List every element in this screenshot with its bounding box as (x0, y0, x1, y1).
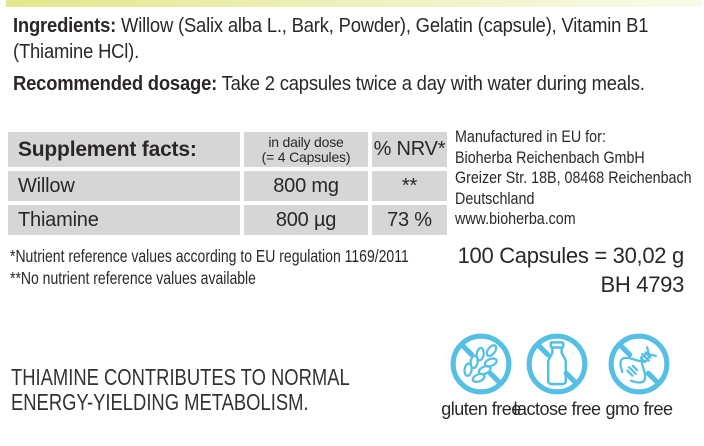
health-claim-line2: ENERGY-YIELDING METABOLISM. (11, 389, 309, 415)
milk-bottle-icon (524, 331, 590, 397)
table-row-thiamine-name: Thiamine (8, 205, 240, 235)
manufacturer-street: Greizer Str. 18B, 08468 Reichenbach (455, 168, 692, 187)
table-header-daily-dose (244, 132, 368, 167)
ingredients-paragraph (13, 13, 704, 65)
daily-dose-header-line1: in daily dose (268, 134, 344, 150)
table-row-willow-dose: 800 mg (244, 171, 368, 201)
gluten-free-label: gluten free (441, 399, 521, 419)
table-row-thiamine-dose: 800 µg (244, 205, 368, 235)
health-claim (11, 365, 350, 415)
table-row-thiamine-nrv: 73 % (372, 205, 447, 235)
manufacturer-country: Deutschland (455, 188, 535, 208)
dna-icon (606, 331, 672, 397)
batch-code: BH 4793 (600, 272, 684, 297)
footnote-nrv: *Nutrient reference values according to EU regulation 1169/2011 (10, 246, 409, 266)
health-claim-line1: THIAMINE CONTRIBUTES TO NORMAL (11, 364, 350, 390)
top-color-strip (6, 0, 702, 7)
gmo-free-label: gmo free (605, 399, 673, 419)
dosage-paragraph (13, 71, 704, 97)
manufacturer-block (455, 127, 692, 230)
manufacturer-name: Bioherba Reichenbach GmbH (455, 147, 645, 167)
ingredients-label: Ingredients: (13, 15, 117, 37)
supplement-facts-table (8, 132, 447, 235)
package-contents: 100 Capsules = 30,02 g (457, 243, 684, 268)
lactose-free-label: lactose free (513, 399, 601, 419)
dosage-text: Take 2 capsules twice a day with water during meals. (221, 73, 645, 95)
daily-dose-header-line2: (= 4 Capsules) (261, 148, 351, 165)
package-info (458, 241, 684, 299)
table-row-willow-nrv: ** (372, 171, 447, 201)
table-row-willow-name: Willow (8, 171, 240, 201)
footnote-no-nrv: **No nutrient reference values available (10, 268, 256, 288)
table-header-nrv: % NRV* (372, 132, 447, 167)
manufacturer-website: www.bioherba.com (455, 209, 576, 228)
ingredients-text: Willow (Salix alba L., Bark, Powder), Gelatin (capsule), Vitamin B1 (Thiamine HCl). (13, 15, 649, 63)
manufacturer-line: Manufactured in EU for: (455, 127, 606, 146)
dosage-label: Recommended dosage: (13, 73, 218, 95)
footnotes (10, 245, 409, 289)
intro-text-block (13, 13, 704, 97)
gmo-free-badge (583, 331, 695, 420)
table-title: Supplement facts: (8, 132, 240, 167)
